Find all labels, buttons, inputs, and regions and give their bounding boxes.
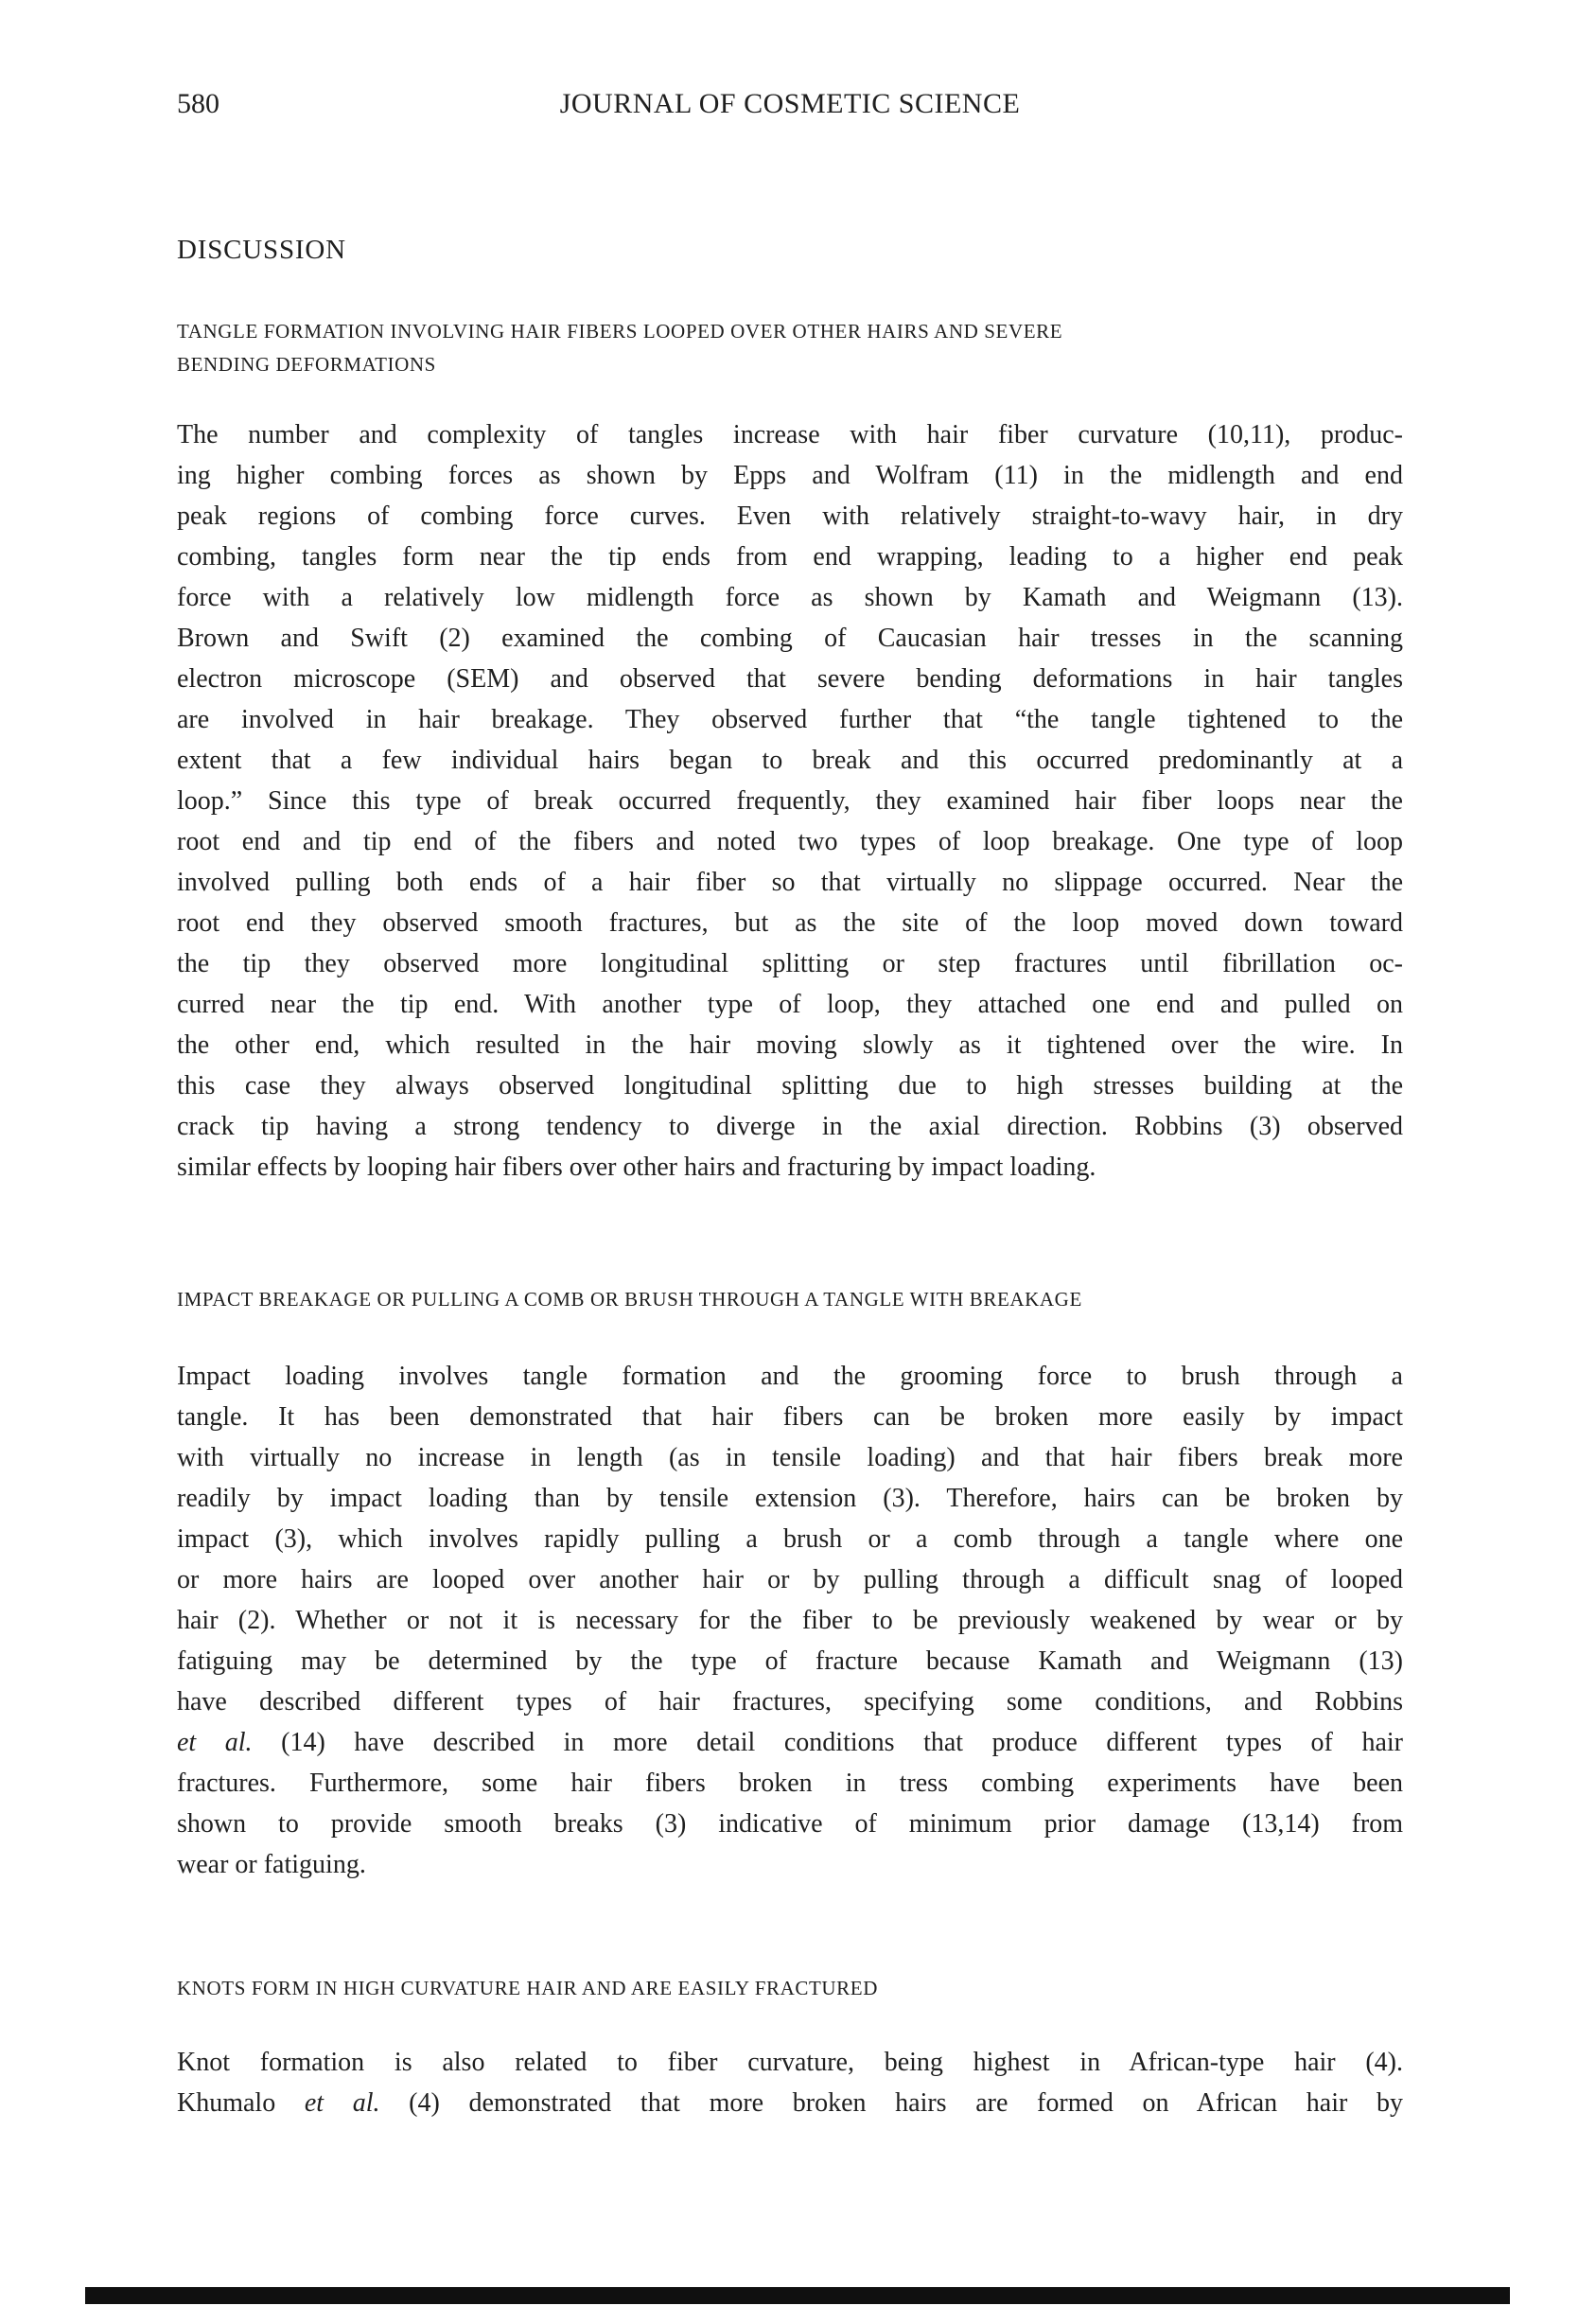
page-number: 580 xyxy=(177,88,219,119)
text-line: root end and tip end of the fibers and noted two types of loop breakage. One type of loop xyxy=(177,827,1403,856)
text-line: this case they always observed longitudinal splitting due to high stresses building at the xyxy=(177,1071,1403,1100)
text-line: curred near the tip end. With another type of loop, they attached one end and pulled on xyxy=(177,990,1403,1019)
section-heading-line: IMPACT BREAKAGE OR PULLING A COMB OR BRUSH THROUGH A TANGLE WITH BREAKAGE xyxy=(177,1288,1082,1311)
section-heading-impact-breakage xyxy=(177,1283,1403,1316)
text-line: The number and complexity of tangles increase with hair fiber curvature (10,11), produc- xyxy=(177,420,1403,449)
text-line: or more hairs are looped over another hair or by pulling through a difficult snag of looped xyxy=(177,1565,1403,1594)
text-line: hair (2). Whether or not it is necessary for the fiber to be previously weakened by wear or by xyxy=(177,1606,1403,1635)
page-header xyxy=(177,88,1403,122)
text-line xyxy=(177,2083,1403,2123)
scan-edge-bar xyxy=(85,2287,1510,2304)
text-line xyxy=(177,1722,1403,1763)
text-line: electron microscope (SEM) and observed that severe bending deformations in hair tangles xyxy=(177,664,1403,694)
text-line: wear or fatiguing. xyxy=(177,1850,366,1879)
paragraph-knots xyxy=(177,2042,1403,2123)
discussion-heading: DISCUSSION xyxy=(177,235,346,265)
text-line: force with a relatively low midlength force as shown by Kamath and Weigmann (13). xyxy=(177,583,1403,612)
text-segment: (14) have described in more detail conditions that produce different types of hair xyxy=(252,1728,1403,1757)
et-al-italic: et al. xyxy=(304,2088,380,2118)
text-line: ing higher combing forces as shown by Epps and Wolfram (11) in the midlength and end xyxy=(177,461,1403,490)
section-heading-knots xyxy=(177,1972,1403,2005)
journal-title: JOURNAL OF COSMETIC SCIENCE xyxy=(559,88,1021,119)
text-line: peak regions of combing force curves. Even with relatively straight-to-wavy hair, in dry xyxy=(177,502,1403,531)
text-line: fatiguing may be determined by the type of fracture because Kamath and Weigmann (13) xyxy=(177,1646,1403,1676)
text-line: have described different types of hair fractures, specifying some conditions, and Robbins xyxy=(177,1687,1403,1716)
text-line: Impact loading involves tangle formation and the grooming force to brush through a xyxy=(177,1362,1403,1391)
paragraph-impact-breakage xyxy=(177,1356,1403,1885)
text-line: Knot formation is also related to fiber curvature, being highest in African-type hair (4). xyxy=(177,2048,1403,2077)
text-line: fractures. Furthermore, some hair fibers broken in tress combing experiments have been xyxy=(177,1769,1403,1798)
text-line: involved pulling both ends of a hair fiber so that virtually no slippage occurred. Near the xyxy=(177,868,1403,897)
text-line: are involved in hair breakage. They observed further that “the tangle tightened to the xyxy=(177,705,1403,734)
text-line: the other end, which resulted in the hair moving slowly as it tightened over the wire. In xyxy=(177,1030,1403,1060)
text-segment: (4) demonstrated that more broken hairs are formed on African hair by xyxy=(379,2088,1403,2118)
text-line: shown to provide smooth breaks (3) indicative of minimum prior damage (13,14) from xyxy=(177,1809,1403,1839)
text-line: extent that a few individual hairs began to break and this occurred predominantly at a xyxy=(177,746,1403,775)
text-line: crack tip having a strong tendency to diverge in the axial direction. Robbins (3) observed xyxy=(177,1112,1403,1141)
section-heading-line: BENDING DEFORMATIONS xyxy=(177,353,436,376)
section-heading-tangle-formation xyxy=(177,315,1403,381)
text-line: tangle. It has been demonstrated that hair fibers can be broken more easily by impact xyxy=(177,1402,1403,1432)
text-line: similar effects by looping hair fibers over other hairs and fracturing by impact loading. xyxy=(177,1153,1096,1182)
text-line: impact (3), which involves rapidly pulling a brush or a comb through a tangle where one xyxy=(177,1524,1403,1554)
paragraph-tangle-formation xyxy=(177,414,1403,1188)
text-line: Brown and Swift (2) examined the combing of Caucasian hair tresses in the scanning xyxy=(177,624,1403,653)
text-line: the tip they observed more longitudinal splitting or step fractures until fibrillation oc- xyxy=(177,949,1403,978)
text-line: loop.” Since this type of break occurred frequently, they examined hair fiber loops near the xyxy=(177,786,1403,816)
text-line: root end they observed smooth fractures, but as the site of the loop moved down toward xyxy=(177,908,1403,938)
text-segment: Khumalo xyxy=(177,2088,305,2118)
text-line: combing, tangles form near the tip ends from end wrapping, leading to a higher end peak xyxy=(177,542,1403,572)
section-heading-line: TANGLE FORMATION INVOLVING HAIR FIBERS LOOPED OVER OTHER HAIRS AND SEVERE xyxy=(177,320,1063,343)
text-line: readily by impact loading than by tensile extension (3). Therefore, hairs can be broken by xyxy=(177,1484,1403,1513)
section-heading-line: KNOTS FORM IN HIGH CURVATURE HAIR AND ARE EASILY FRACTURED xyxy=(177,1977,878,1999)
et-al-italic: et al. xyxy=(177,1728,253,1757)
text-line: with virtually no increase in length (as in tensile loading) and that hair fibers break more xyxy=(177,1443,1403,1472)
